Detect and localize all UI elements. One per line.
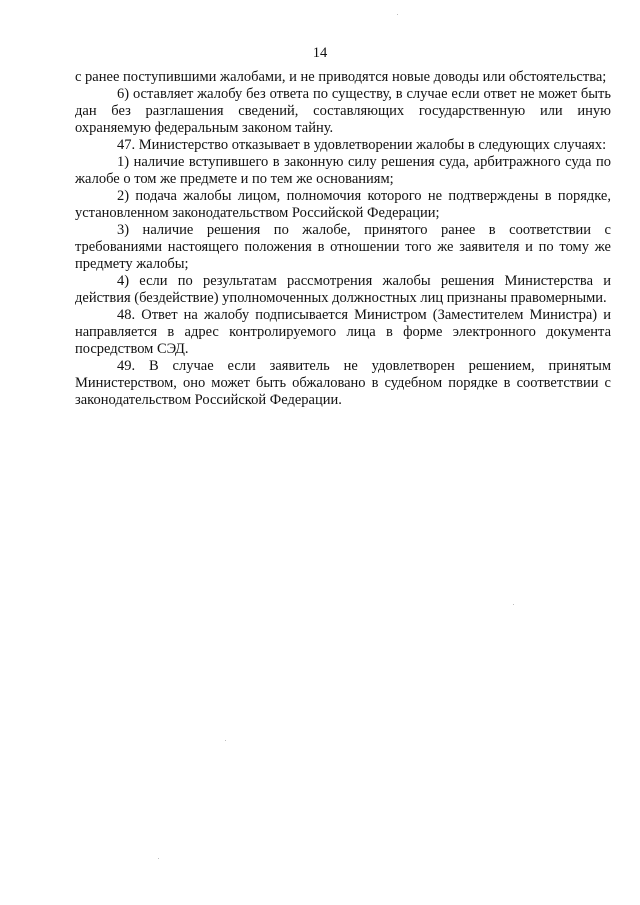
paragraph-47-item-3: 3) наличие решения по жалобе, принятого ранее в соответствии с требованиями настоящего положения в отношении того же заявителя и по тому же предмету жалобы; [75, 222, 611, 272]
scan-speck [397, 14, 398, 15]
paragraph-47-item-2: 2) подача жалобы лицом, полномочия которого не подтверждены в порядке, установленном законодательством Российской Федерации; [75, 188, 611, 221]
paragraph-continuation: с ранее поступившими жалобами, и не приводятся новые доводы или обстоятельства; [75, 69, 607, 85]
scan-speck [513, 604, 514, 605]
paragraph-47: 47. Министерство отказывает в удовлетворении жалобы в следующих случаях: [117, 137, 607, 153]
scan-speck [225, 740, 226, 741]
paragraph-49: 49. В случае если заявитель не удовлетворен решением, принятым Министерством, оно может быть обжаловано в судебном порядке в соответствии с законодательством Российской Федерации. [75, 358, 611, 408]
paragraph-47-item-4: 4) если по результатам рассмотрения жалобы решения Министерства и действия (бездействие) уполномоченных должностных лиц признаны правомерными. [75, 273, 611, 306]
paragraph-48: 48. Ответ на жалобу подписывается Министром (Заместителем Министра) и направляется в адрес контролируемого лица в форме электронного документа посредством СЭД. [75, 307, 611, 357]
paragraph-47-item-1: 1) наличие вступившего в законную силу решения суда, арбитражного суда по жалобе о том же предмете и по тем же основаниям; [75, 154, 611, 187]
page-number: 14 [312, 45, 328, 61]
body-text [75, 69, 611, 409]
paragraph-item-6: 6) оставляет жалобу без ответа по существу, в случае если ответ не может быть дан без разглашения сведений, составляющих государственную или иную охраняемую федеральным законом тайну. [75, 86, 611, 136]
scan-speck [158, 858, 159, 859]
